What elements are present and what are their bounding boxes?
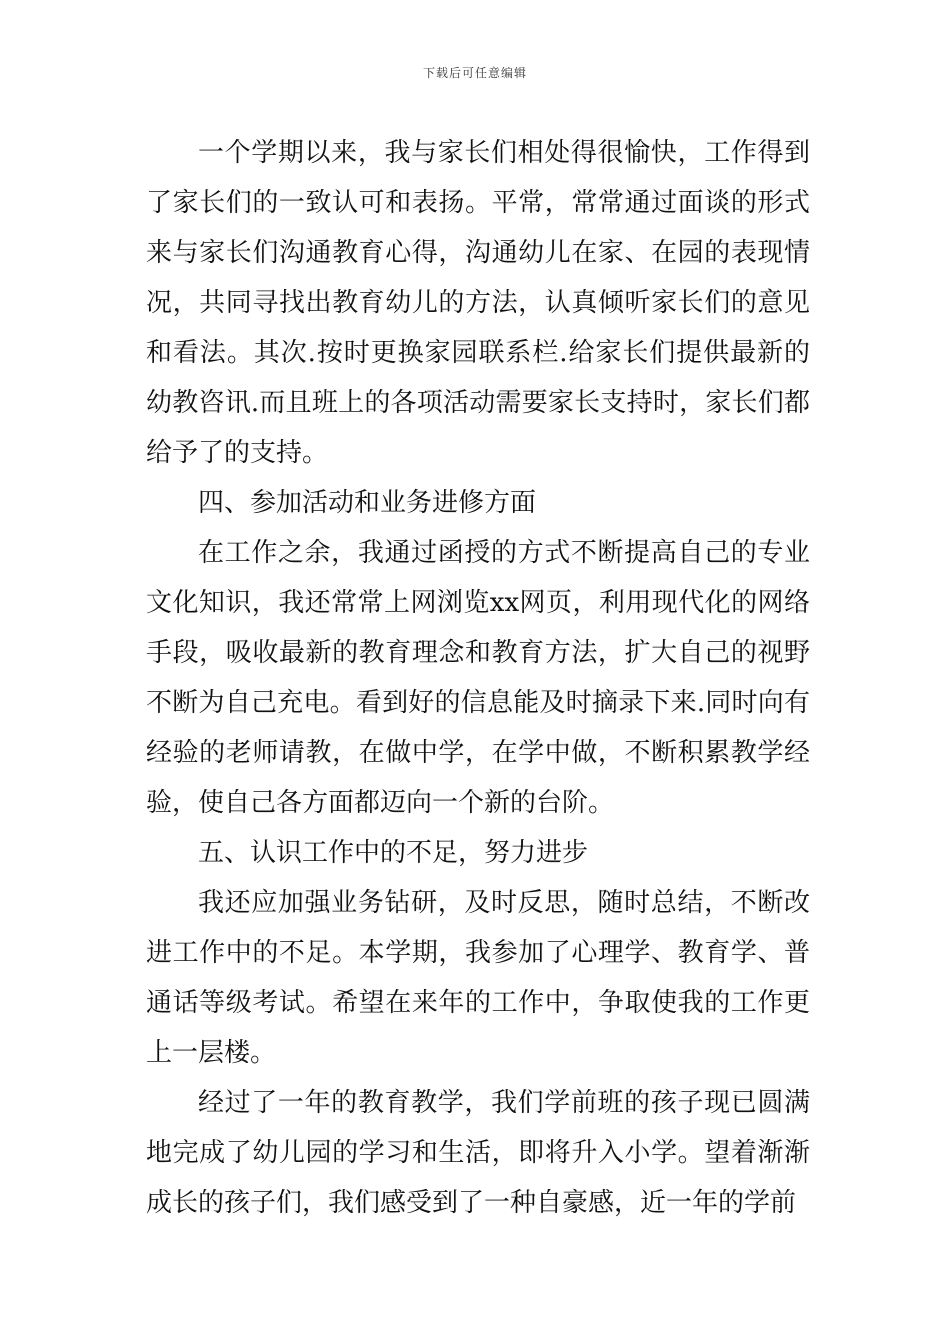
paragraph-self-study: 在工作之余，我通过函授的方式不断提高自己的专业文化知识，我还常常上网浏览xx网页，利用现代化的网络手段，吸收最新的教育理念和教育方法，扩大自己的视野不断为自己充电。看到好的信息能及时摘录下来.同时向有经验的老师请教，在做中学，在学中做，不断积累教学经验，使自己各方面都迈向一个新的台阶。: [146, 538, 810, 818]
section-heading-activities-training: 四、参加活动和业务进修方面: [198, 488, 537, 518]
paragraph-improvement: 我还应加强业务钻研，及时反思，随时总结，不断改进工作中的不足。本学期，我参加了心理学、教育学、普通话等级考试。希望在来年的工作中，争取使我的工作更上一层楼。: [146, 888, 810, 1068]
header-note: 下载后可任意编辑: [422, 66, 527, 80]
paragraph-year-summary: 经过了一年的教育教学，我们学前班的孩子现已圆满地完成了幼儿园的学习和生活，即将升入小学。望着渐渐成长的孩子们，我们感受到了一种自豪感，近一年的学前: [146, 1088, 810, 1218]
paragraph-parent-communication: 一个学期以来，我与家长们相处得很愉快，工作得到了家长们的一致认可和表扬。平常，常常通过面谈的形式来与家长们沟通教育心得，沟通幼儿在家、在园的表现情况，共同寻找出教育幼儿的方法，认真倾听家长们的意见和看法。其次.按时更换家园联系栏.给家长们提供最新的幼教咨讯.而且班上的各项活动需要家长支持时，家长们都给予了的支持。: [146, 138, 810, 468]
section-heading-shortcomings: 五、认识工作中的不足，努力进步: [198, 838, 589, 868]
document-body: [146, 128, 810, 1228]
